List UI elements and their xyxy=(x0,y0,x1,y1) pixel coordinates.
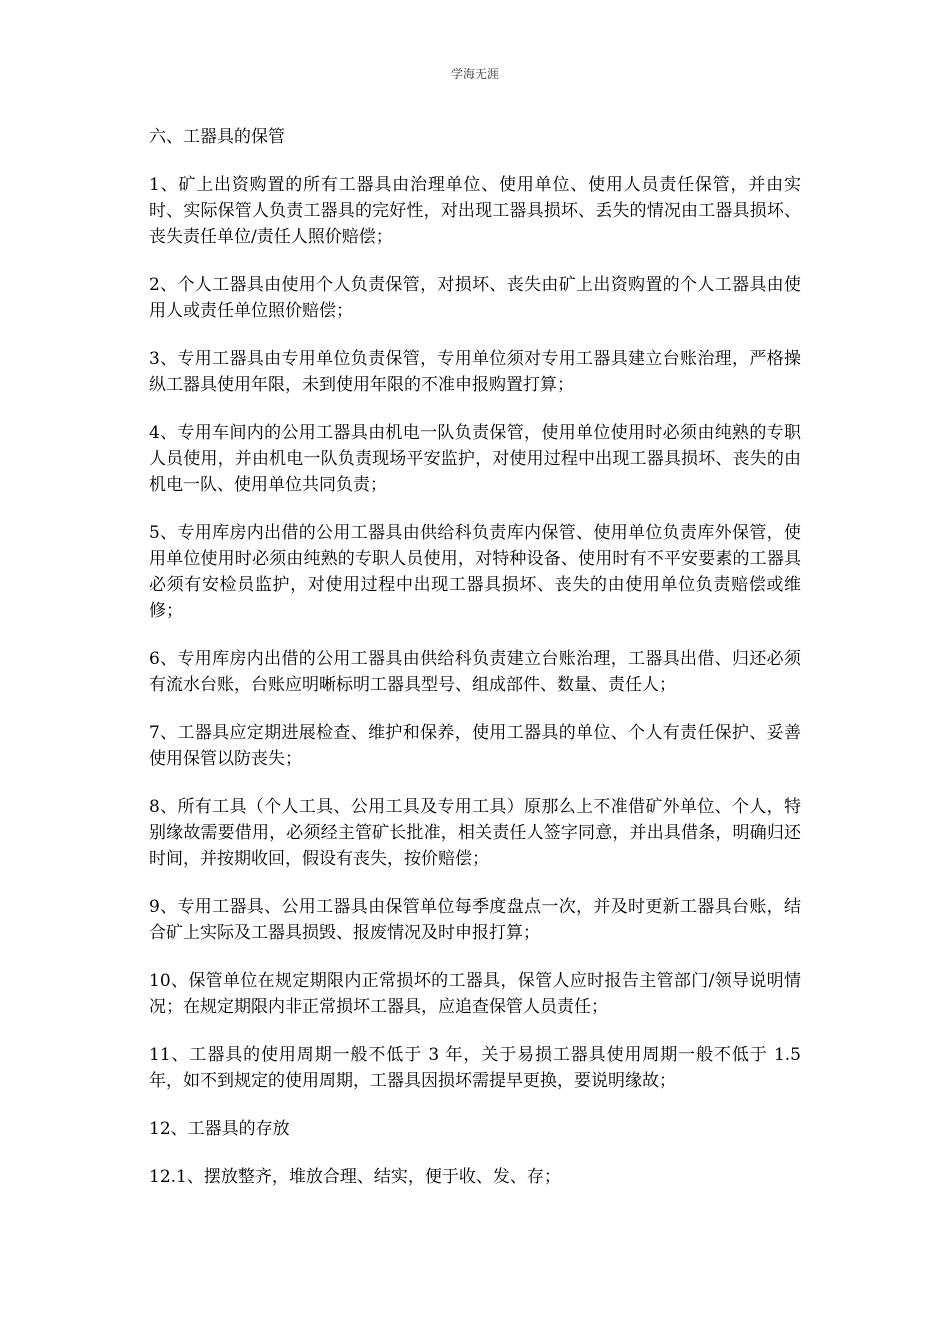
paragraph-1: 1、矿上出资购置的所有工器具由治理单位、使用单位、使用人员责任保管，并由实时、实际保管人负责工器具的完好性，对出现工器具损坏、丢失的情况由工器具损坏、丧失责任单位/责任人照价赔偿； xyxy=(149,175,801,247)
paragraph-6: 6、专用库房内出借的公用工器具由供给科负责建立台账治理，工器具出借、归还必须有流水台账，台账应明晰标明工器具型号、组成部件、数量、责任人； xyxy=(149,649,801,695)
paragraph-12-1: 12.1、摆放整齐，堆放合理、结实，便于收、发、存； xyxy=(149,1167,561,1187)
paragraph-2: 2、个人工器具由使用个人负责保管，对损坏、丧失由矿上出资购置的个人工器具由使用人或责任单位照价赔偿； xyxy=(149,275,801,321)
paragraph-9: 9、专用工器具、公用工器具由保管单位每季度盘点一次，并及时更新工器具台账，结合矿上实际及工器具损毁、报废情况及时申报打算； xyxy=(149,897,801,943)
paragraph-3: 3、专用工器具由专用单位负责保管，专用单位须对专用工器具建立台账治理，严格操纵工器具使用年限，未到使用年限的不准申报购置打算； xyxy=(149,349,801,395)
paragraph-8: 8、所有工具（个人工具、公用工具及专用工具）原那么上不准借矿外单位、个人，特别缘故需要借用，必须经主管矿长批准，相关责任人签字同意，并出具借条，明确归还时间，并按期收回，假设有丧失，按价赔偿； xyxy=(149,797,801,869)
paragraph-5: 5、专用库房内出借的公用工器具由供给科负责库内保管、使用单位负责库外保管，使用单位使用时必须由纯熟的专职人员使用，对特种设备、使用时有不平安要素的工器具必须有安检员监护，对使用过程中出现工器具损坏、丧失的由使用单位负责赔偿或维修； xyxy=(149,523,801,621)
section-heading-12: 12、工器具的存放 xyxy=(149,1119,290,1139)
paragraph-7: 7、工器具应定期进展检查、维护和保养，使用工器具的单位、个人有责任保护、妥善使用保管以防丧失； xyxy=(149,723,801,769)
paragraph-10: 10、保管单位在规定期限内正常损坏的工器具，保管人应时报告主管部门/领导说明情况；在规定期限内非正常损坏工器具，应追查保管人员责任； xyxy=(149,971,801,1017)
section-heading: 六、工器具的保管 xyxy=(149,127,285,147)
paragraph-4: 4、专用车间内的公用工器具由机电一队负责保管，使用单位使用时必须由纯熟的专职人员使用，并由机电一队负责现场平安监护，对使用过程中出现工器具损坏、丧失的由机电一队、使用单位共同负责； xyxy=(149,423,801,495)
document-body xyxy=(149,124,801,1212)
paragraph-11: 11、工器具的使用周期一般不低于 3 年，关于易损工器具使用周期一般不低于 1.5 年，如不到规定的使用周期，工器具因损坏需提早更换，要说明缘故； xyxy=(149,1045,801,1091)
page-header: 学海无涯 xyxy=(450,67,499,81)
